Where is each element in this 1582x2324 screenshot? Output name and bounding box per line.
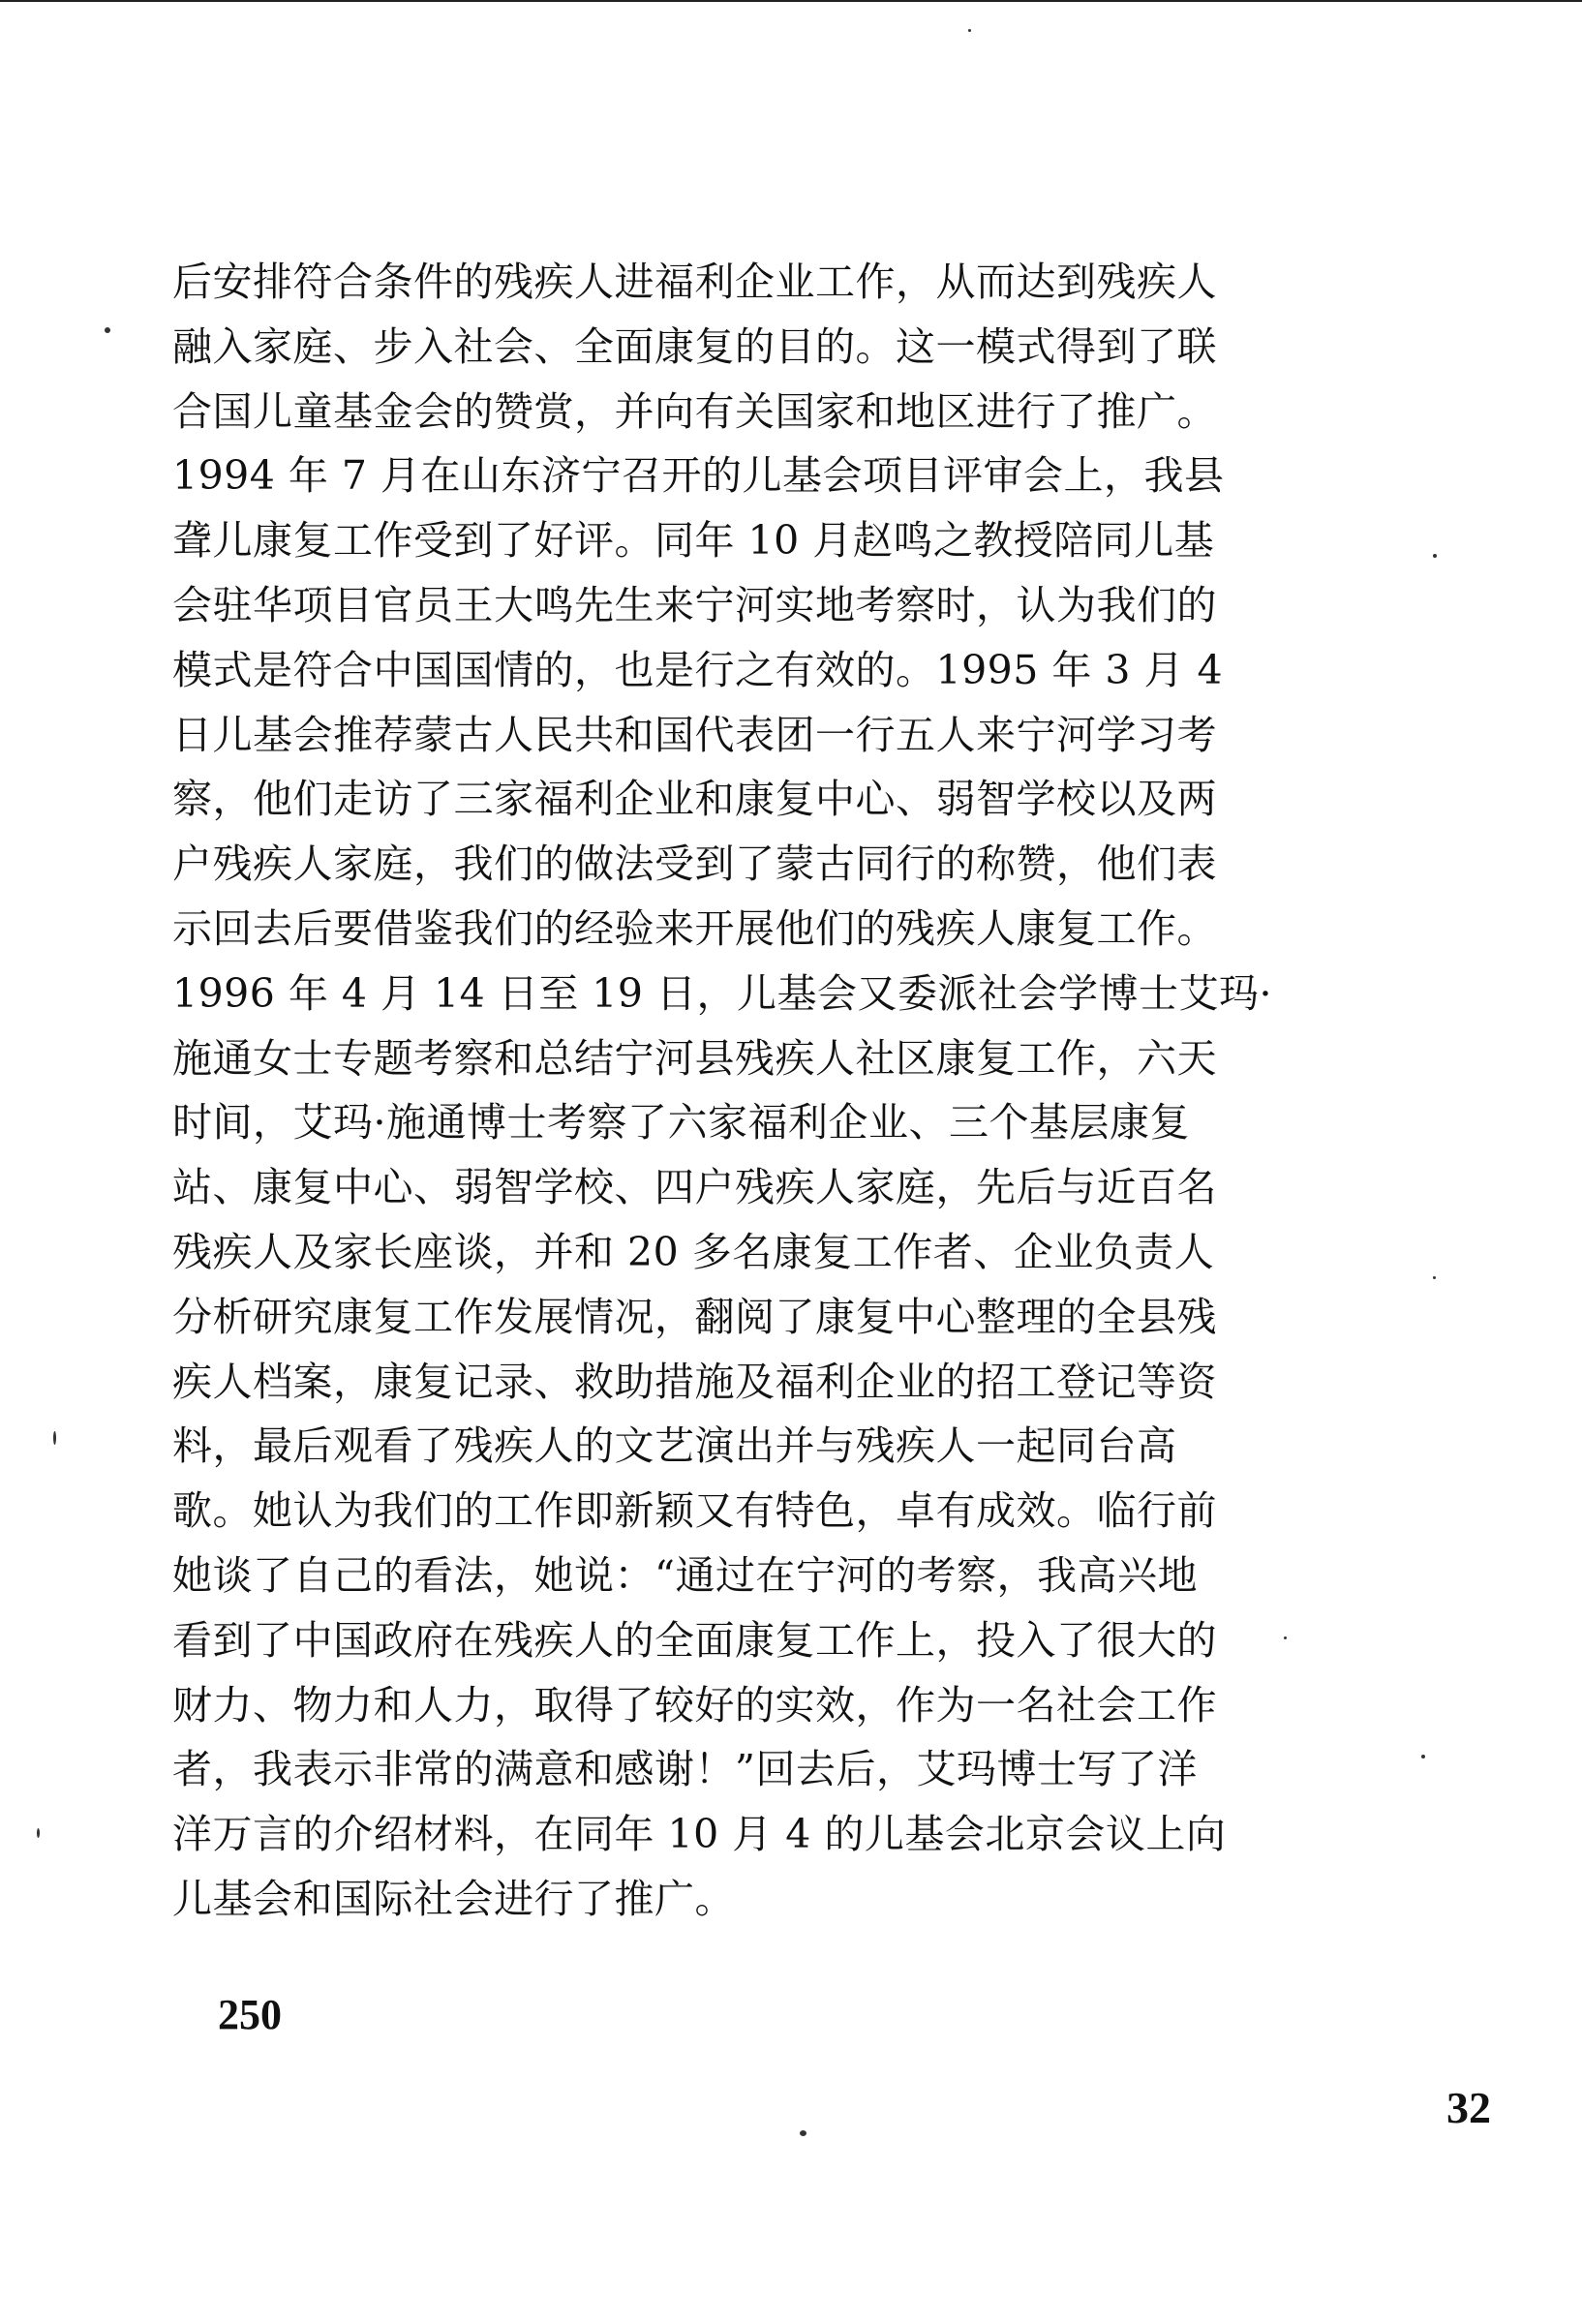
text-line: 施通女士专题考察和总结宁河县残疾人社区康复工作，六天 xyxy=(172,1034,1217,1082)
page-number: 250 xyxy=(218,1991,282,2038)
scan-speck xyxy=(1284,1636,1287,1639)
text-line: 残疾人及家长座谈，并和 20 多名康复工作者、企业负责人 xyxy=(172,1228,1215,1275)
scan-speck xyxy=(800,2130,806,2136)
text-line: 1996 年 4 月 14 日至 19 日，儿基会又委派社会学博士艾玛· xyxy=(172,969,1273,1017)
text-line: 洋万言的介绍材料，在同年 10 月 4 的儿基会北京会议上向 xyxy=(172,1811,1227,1858)
text-line: 合国儿童基金会的赞赏，并向有关国家和地区进行了推广。 xyxy=(172,387,1217,435)
text-line: 站、康复中心、弱智学校、四户残疾人家庭，先后与近百名 xyxy=(172,1164,1217,1211)
text-line: 后安排符合条件的残疾人进福利企业工作，从而达到残疾人 xyxy=(172,259,1217,305)
scan-speck xyxy=(968,29,971,32)
text-line: 融入家庭、步入社会、全面康复的目的。这一模式得到了联 xyxy=(172,322,1217,370)
scan-speck xyxy=(1433,1276,1436,1279)
scan-speck xyxy=(1421,1755,1425,1758)
body-text xyxy=(172,250,1276,1932)
text-line: 料，最后观看了残疾人的文艺演出并与残疾人一起同台高 xyxy=(172,1422,1177,1470)
text-line: 示回去后要借鉴我们的经验来开展他们的残疾人康复工作。 xyxy=(172,904,1217,952)
text-line: 她谈了自己的看法，她说：“通过在宁河的考察，我高兴地 xyxy=(172,1551,1198,1599)
text-line: 时间，艾玛·施通博士考察了六家福利企业、三个基层康复 xyxy=(172,1099,1191,1147)
text-line: 会驻华项目官员王大鸣先生来宁河实地考察时，认为我们的 xyxy=(172,581,1217,628)
text-line: 看到了中国政府在残疾人的全面康复工作上，投入了很大的 xyxy=(172,1616,1217,1664)
text-line: 户残疾人家庭，我们的做法受到了蒙古同行的称赞，他们表 xyxy=(172,841,1217,888)
scan-speck xyxy=(53,1431,56,1445)
text-line: 者，我表示非常的满意和感谢！”回去后，艾玛博士写了洋 xyxy=(172,1746,1198,1793)
text-line: 分析研究康复工作发展情况，翻阅了康复中心整理的全县残 xyxy=(172,1293,1217,1340)
scan-speck xyxy=(105,327,110,333)
text-line: 财力、物力和人力，取得了较好的实效，作为一名社会工作 xyxy=(172,1681,1217,1728)
text-line: 歌。她认为我们的工作即新颖又有特色，卓有成效。临行前 xyxy=(172,1487,1217,1535)
scan-speck xyxy=(37,1828,40,1838)
text-line: 1994 年 7 月在山东济宁召开的儿基会项目评审会上，我县 xyxy=(172,452,1225,500)
text-line: 察，他们走访了三家福利企业和康复中心、弱智学校以及两 xyxy=(172,776,1217,823)
text-line: 模式是符合中国国情的，也是行之有效的。1995 年 3 月 4 xyxy=(172,646,1224,693)
top-border-line xyxy=(0,0,1582,2)
scan-index-number: 32 xyxy=(1446,2083,1491,2132)
text-line: 日儿基会推荐蒙古人民共和国代表团一行五人来宁河学习考 xyxy=(172,711,1217,758)
text-line: 疾人档案，康复记录、救助措施及福利企业的招工登记等资 xyxy=(172,1358,1217,1405)
scan-speck xyxy=(1433,554,1437,558)
text-line: 聋儿康复工作受到了好评。同年 10 月赵鸣之教授陪同儿基 xyxy=(172,517,1215,565)
text-line: 儿基会和国际社会进行了推广。 xyxy=(172,1875,735,1922)
